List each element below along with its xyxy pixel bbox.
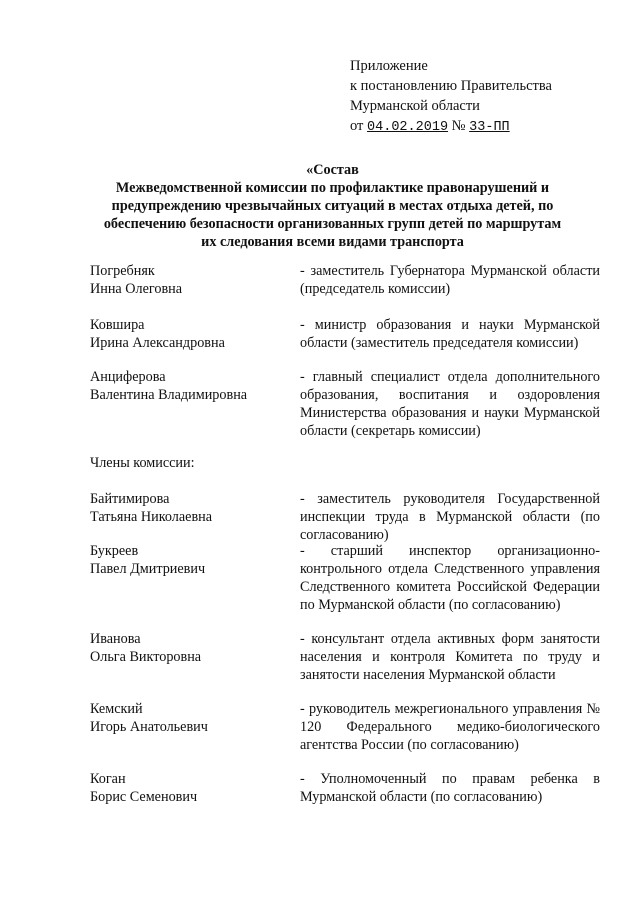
member-role: - Уполномоченный по правам ребенка в Мурманской области (по согласованию) (300, 771, 600, 805)
title-line: Межведомственной комиссии по профилактике правонарушений и (115, 180, 550, 196)
member-given-name: Павел Дмитриевич (90, 561, 206, 577)
member-given-name: Игорь Анатольевич (90, 719, 208, 735)
member-name (90, 700, 290, 736)
members-section-label: Члены комиссии: (90, 455, 195, 471)
member-surname: Кемский (90, 701, 143, 717)
member-name (90, 262, 290, 298)
member-name (90, 368, 290, 404)
member-surname: Байтимирова (90, 491, 170, 507)
title-line: обеспечению безопасности организованных групп детей по маршрутам (103, 216, 562, 232)
member-given-name: Татьяна Николаевна (90, 509, 213, 525)
appendix-line: Мурманской области (350, 98, 480, 114)
appendix-date: 04.02.2019 (367, 120, 449, 135)
member-role: - главный специалист отдела дополнительного образования, воспитания и оздоровления Министерства образования и науки Мурманской области (секретарь комиссии) (300, 369, 600, 439)
title-line: предупреждению чрезвычайных ситуаций в местах отдыха детей, по (111, 198, 554, 214)
member-surname: Букреев (90, 543, 139, 559)
member-role: - старший инспектор организационно-контрольного отдела Следственного управления Следственного комитета Российской Федерации по Мурманской области (по согласованию) (300, 543, 600, 613)
member-given-name: Борис Семенович (90, 789, 198, 805)
member-name (90, 490, 290, 526)
title-line: «Состав (306, 162, 359, 178)
member-given-name: Ольга Викторовна (90, 649, 202, 665)
member-name (90, 542, 290, 578)
member-role: - консультант отдела активных форм занятости населения и контроля Комитета по труду и занятости населения Мурманской области (300, 631, 600, 683)
member-role: - заместитель руководителя Государственной инспекции труда в Мурманской области (по согласованию) (300, 491, 600, 543)
member-surname: Ковшира (90, 317, 145, 333)
appendix-number-sign: № (451, 118, 466, 134)
appendix-header (350, 56, 552, 138)
member-name (90, 630, 290, 666)
member-surname: Коган (90, 771, 126, 787)
appendix-prefix: от (350, 118, 364, 134)
member-given-name: Валентина Владимировна (90, 387, 248, 403)
member-surname: Иванова (90, 631, 141, 647)
appendix-date-line (350, 116, 552, 138)
member-name (90, 316, 290, 352)
member-role: - руководитель межрегионального управления № 120 Федерального медико-биологического агентства России (по согласованию) (300, 701, 600, 753)
member-name (90, 770, 290, 806)
appendix-number: 33-ПП (469, 120, 510, 135)
member-given-name: Ирина Александровна (90, 335, 225, 351)
appendix-line: Приложение (350, 58, 428, 74)
appendix-line: к постановлению Правительства (350, 78, 552, 94)
title-line: их следования всеми видами транспорта (201, 234, 464, 250)
member-surname: Погребняк (90, 263, 155, 279)
member-surname: Анциферова (90, 369, 166, 385)
member-role: - министр образования и науки Мурманской области (заместитель председателя комиссии) (300, 317, 600, 351)
document-title (60, 161, 605, 251)
member-given-name: Инна Олеговна (90, 281, 183, 297)
member-role: - заместитель Губернатора Мурманской области (председатель комиссии) (300, 263, 600, 297)
